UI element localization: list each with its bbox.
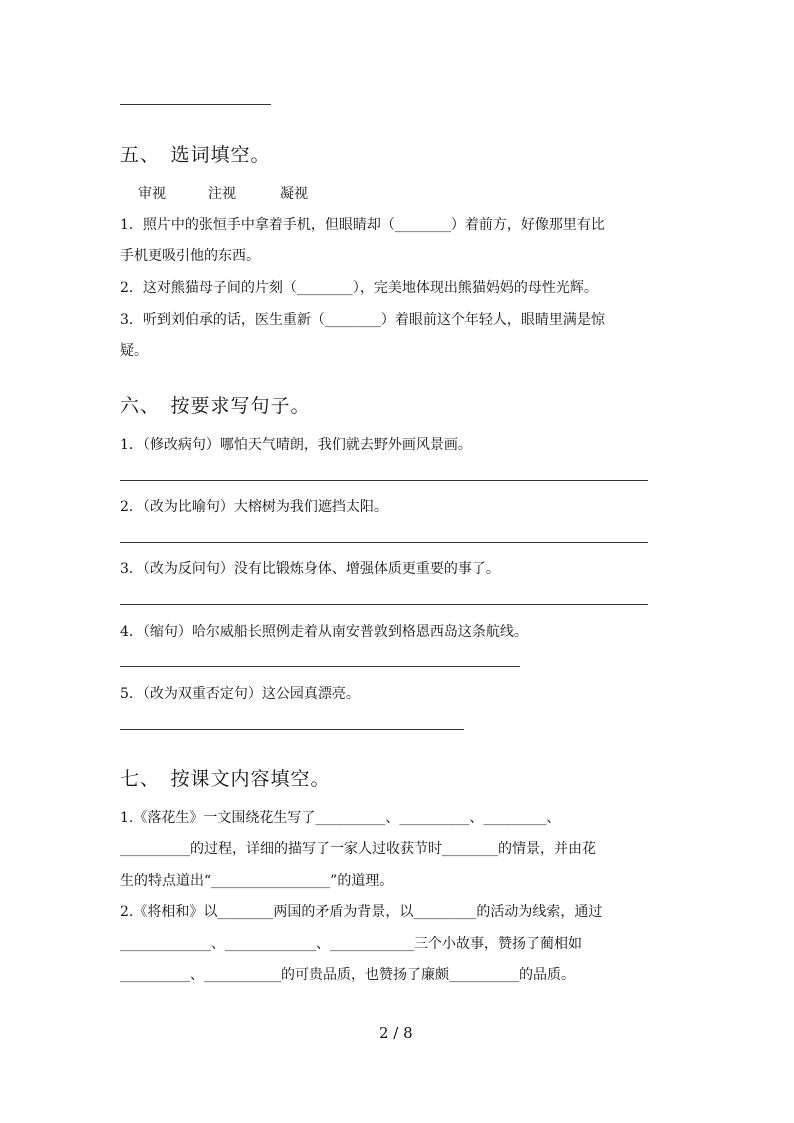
answer-line-1[interactable] [120, 480, 648, 481]
word-option-2: 注视 [208, 186, 236, 202]
s6-item-5: 5．（改为双重否定句）这公园真漂亮。 [120, 686, 360, 702]
s5-line-3: 2．这对熊猫母子间的片刻（________），完美地体现出熊猫妈妈的母性光辉。 [120, 280, 598, 296]
s7-line-6: __________、___________的可贵品质，也赞扬了廉颇__________的品质。 [120, 967, 575, 983]
section-7-title: 七、 按课文内容填空。 [120, 768, 331, 790]
s7-line-2: __________的过程，详细的描写了一家人过收获节时________的情景，并由花 [120, 841, 596, 857]
word-option-1: 审视 [138, 186, 166, 202]
answer-line-top [120, 104, 271, 105]
s5-line-1: 1．照片中的张恒手中拿着手机，但眼睛却（________）着前方，好像那里有比 [120, 217, 605, 233]
answer-line-4[interactable] [120, 666, 520, 667]
s6-item-3: 3．（改为反问句）没有比锻炼身体、增强体质更重要的事了。 [120, 561, 500, 577]
s6-item-1: 1．（修改病句）哪怕天气晴朗，我们就去野外画风景画。 [120, 437, 472, 453]
s5-line-5: 疑。 [120, 343, 148, 359]
s5-line-4: 3．听到刘伯承的话，医生重新（________）着眼前这个年轻人，眼睛里满是惊 [120, 312, 605, 328]
s6-item-4: 4．（缩句）哈尔威船长照例走着从南安普敦到格恩西岛这条航线。 [120, 624, 528, 640]
answer-line-2[interactable] [120, 542, 648, 543]
s7-line-5: _____________、_____________、____________三个小故事，赞扬了蔺相如 [120, 936, 582, 952]
section-5-title: 五、 选词填空。 [120, 144, 271, 166]
s7-line-1: 1.《落花生》一文围绕花生写了__________、__________、_________、 [120, 810, 561, 826]
answer-line-5[interactable] [120, 729, 464, 730]
page-number: 2 / 8 [379, 1024, 413, 1042]
s7-line-4: 2.《将相和》以________两国的矛盾为背景，以_________的活动为线索，通过 [120, 904, 603, 920]
s6-item-2: 2．（改为比喻句）大榕树为我们遮挡太阳。 [120, 499, 388, 515]
s5-line-2: 手机更吸引他的东西。 [120, 248, 260, 264]
s7-line-3: 生的特点道出“_________________”的道理。 [120, 873, 394, 889]
section-6-title: 六、 按要求写句子。 [120, 395, 311, 417]
word-option-3: 凝视 [280, 186, 308, 202]
answer-line-3[interactable] [120, 604, 648, 605]
